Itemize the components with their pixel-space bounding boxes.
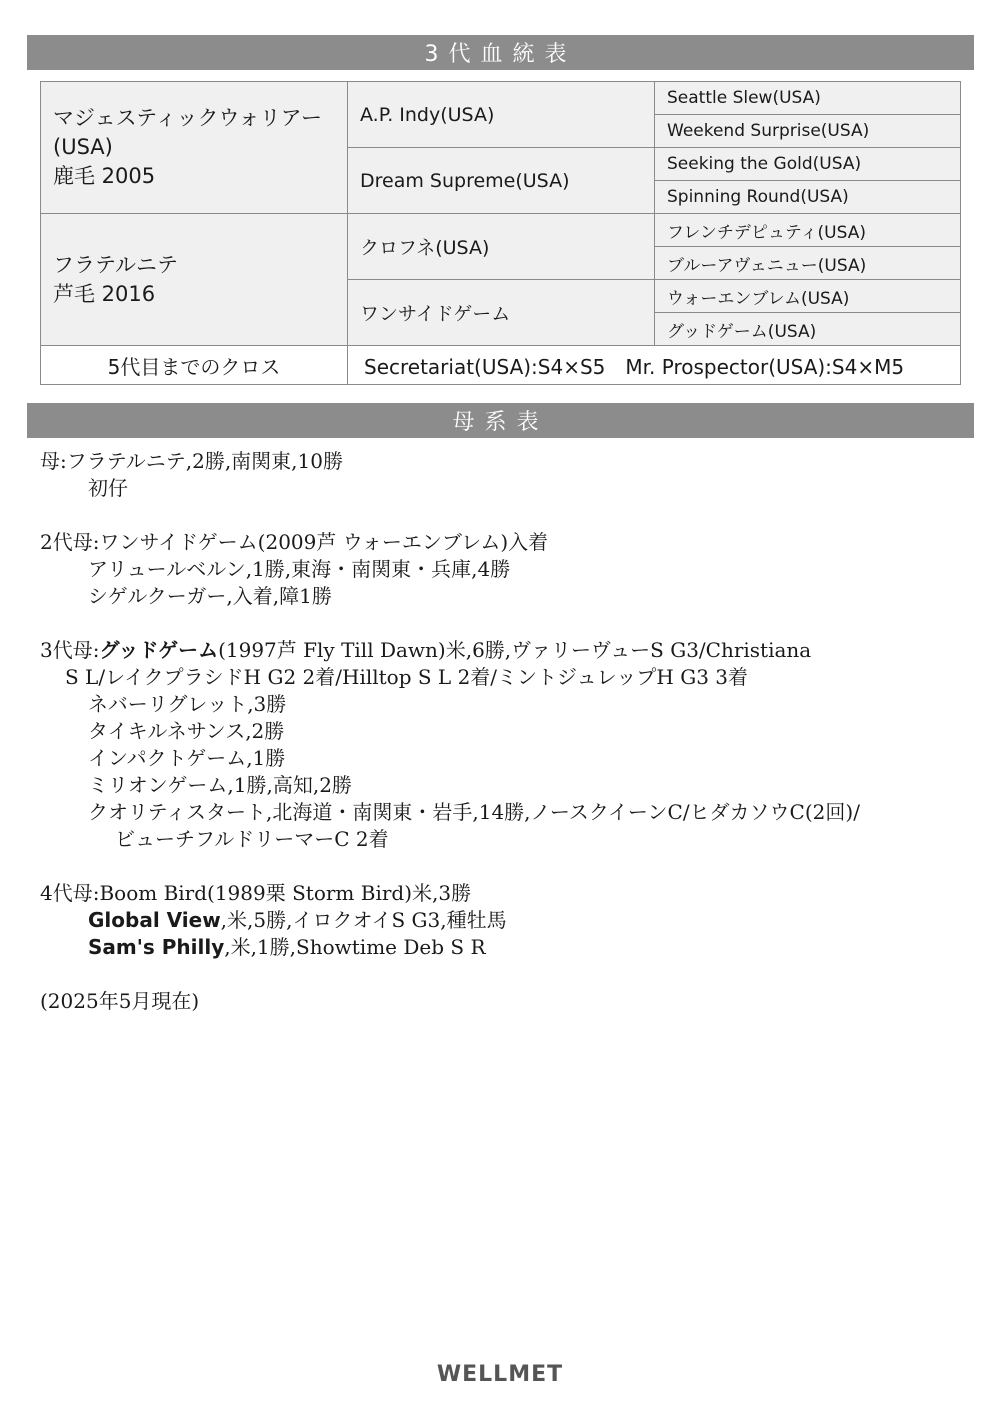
sire-dam-sire-cell: Seeking the Gold(USA) (655, 148, 961, 181)
sire-info: 鹿毛 2005 (53, 164, 156, 188)
dam-name: フラテルニテ (53, 252, 178, 277)
gen4-offspring-rest: ,米,1勝,Showtime Deb S R (224, 935, 486, 959)
gen3-offspring-cont: ビューチフルドリーマーC 2着 (115, 827, 389, 851)
gen4-offspring (40, 934, 970, 961)
dam-line-body (40, 448, 970, 1015)
dam-sire-dam-cell: ブルーアヴェニュー(USA) (655, 247, 961, 280)
gen4-line: 4代母:Boom Bird(1989栗 Storm Bird)米,3勝 (40, 881, 472, 905)
gen4-block (40, 880, 970, 961)
dam-info: 芦毛 2016 (53, 281, 156, 306)
sire-sire-dam-cell: Weekend Surprise(USA) (655, 115, 961, 148)
gen4-offspring (40, 907, 970, 934)
gen3-prefix: 3代母: (40, 638, 100, 662)
gen4-offspring-name: Global View (88, 908, 221, 932)
wellmet-logo: WELLMET (436, 1362, 564, 1387)
gen3-offspring: ミリオンゲーム,1勝,高知,2勝 (88, 773, 352, 797)
gen1-offspring: 初仔 (88, 476, 128, 500)
pedigree-table (40, 81, 961, 385)
gen3-line (40, 637, 970, 664)
gen4-offspring-rest: ,米,5勝,イロクオイS G3,種牡馬 (220, 908, 507, 932)
sire-sire-sire-cell: Seattle Slew(USA) (655, 82, 961, 115)
gen3-block (40, 637, 970, 853)
gen3-offspring: ネバーリグレット,3勝 (88, 692, 287, 716)
gen1-line: 母:フラテルニテ,2勝,南関東,10勝 (40, 449, 343, 473)
dam-dam-sire-cell: ウォーエンブレム(USA) (655, 280, 961, 313)
dam-dam-dam-cell: グッドゲーム(USA) (655, 313, 961, 346)
gen3-line-cont: S L/レイクプラシドH G2 2着/Hilltop S L 2着/ミントジュレップH G3 3着 (65, 665, 749, 689)
pedigree-section-header: 3代血統表 (27, 35, 974, 70)
sire-name: マジェスティックウォリアー (USA) (53, 106, 323, 159)
gen2-line: 2代母:ワンサイドゲーム(2009芦 ウォーエンブレム)入着 (40, 530, 549, 554)
gen3-offspring: インパクトゲーム,1勝 (88, 746, 286, 770)
cross-value: Secretariat(USA):S4×S5 Mr. Prospector(USA):S4×M5 (348, 346, 961, 385)
as-of-note: (2025年5月現在) (40, 989, 200, 1013)
gen3-offspring: タイキルネサンス,2勝 (88, 719, 285, 743)
sire-dam-cell: Dream Supreme(USA) (348, 148, 655, 214)
sire-sire-cell: A.P. Indy(USA) (348, 82, 655, 148)
gen2-offspring: アリュールベルン,1勝,東海・南関東・兵庫,4勝 (88, 557, 511, 581)
gen3-offspring: クオリティスタート,北海道・南関東・岩手,14勝,ノースクイーンC/ヒダカソウC(2回)/ (88, 800, 860, 824)
dam-cell (41, 214, 348, 346)
gen4-offspring-name: Sam's Philly (88, 935, 225, 959)
dam-dam-cell: ワンサイドゲーム (348, 280, 655, 346)
dam-sire-sire-cell: フレンチデピュティ(USA) (655, 214, 961, 247)
gen3-rest: (1997芦 Fly Till Dawn)米,6勝,ヴァリーヴューS G3/Christiana (218, 638, 812, 662)
dam-sire-cell: クロフネ(USA) (348, 214, 655, 280)
sire-cell (41, 82, 348, 214)
sire-dam-dam-cell: Spinning Round(USA) (655, 181, 961, 214)
gen2-offspring: シゲルクーガー,入着,障1勝 (88, 584, 332, 608)
cross-label: 5代目までのクロス (41, 346, 348, 385)
gen2-block (40, 529, 970, 610)
gen3-name: グッドゲーム (99, 638, 219, 662)
dam-line-section-header: 母系表 (27, 403, 974, 438)
gen1-block (40, 448, 970, 502)
